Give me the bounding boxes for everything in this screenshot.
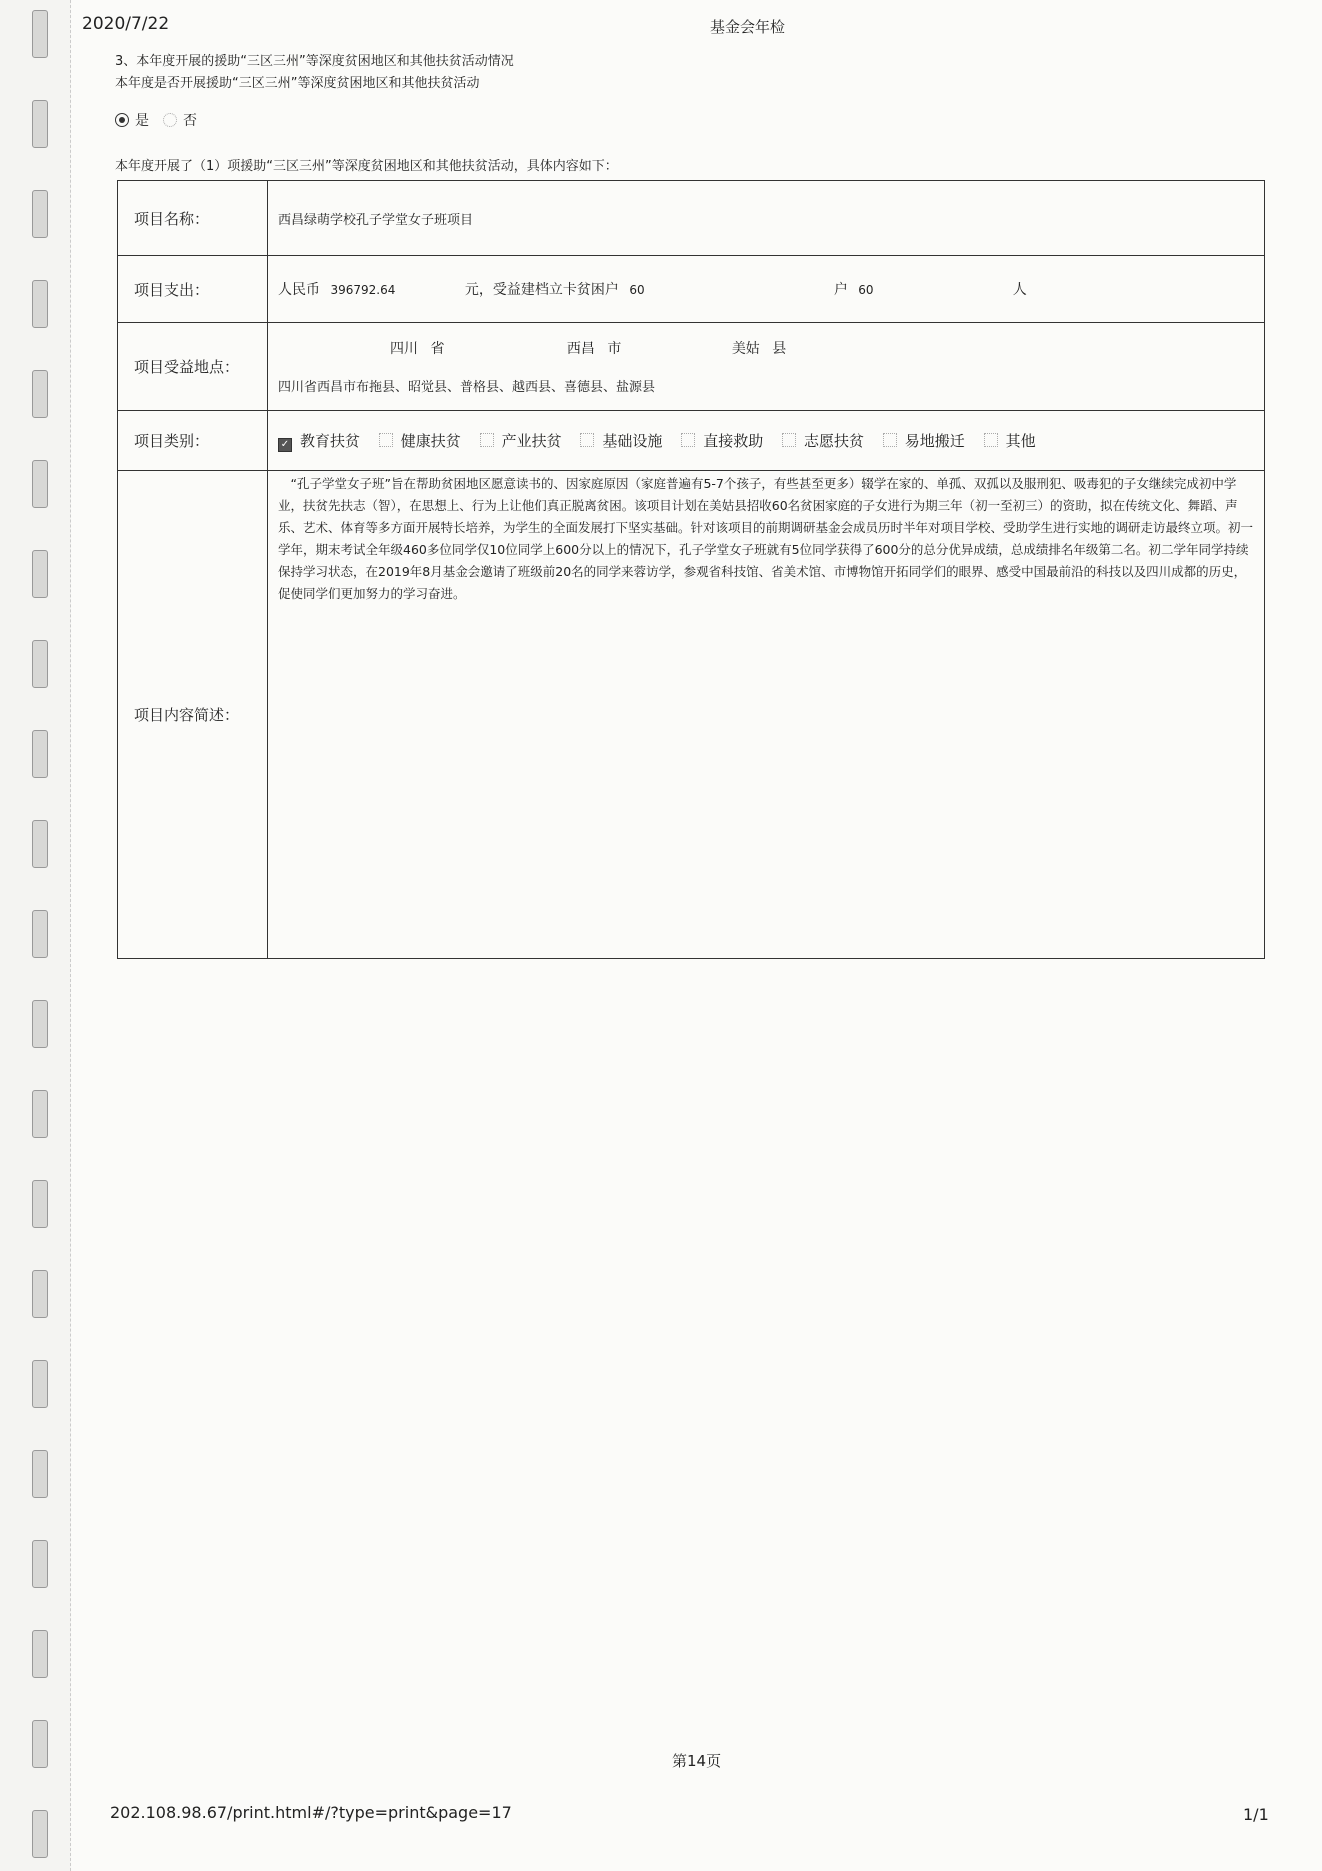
category-label: 教育扶贫 xyxy=(300,431,361,450)
city-unit: 市 xyxy=(607,341,622,357)
checkbox-infrastructure[interactable] xyxy=(580,433,594,447)
checkbox-relocation[interactable] xyxy=(883,433,897,447)
feed-hole xyxy=(32,460,48,508)
category-label: 健康扶贫 xyxy=(400,431,461,450)
feed-hole xyxy=(32,1090,48,1138)
project-location-label: 项目受益地点： xyxy=(118,323,268,411)
checkbox-health[interactable] xyxy=(379,433,393,447)
checkbox-education[interactable]: ✓ xyxy=(278,438,292,452)
feed-hole xyxy=(32,10,48,58)
feed-hole xyxy=(32,1540,48,1588)
feed-hole xyxy=(32,1720,48,1768)
category-label: 产业扶贫 xyxy=(501,431,562,450)
section-heading: 3、本年度开展的援助“三区三州”等深度贫困地区和其他扶贫活动情况 xyxy=(115,54,514,69)
radio-no-label: 否 xyxy=(183,113,197,129)
currency-label: 人民币 xyxy=(278,282,320,298)
ren-text: 人 xyxy=(1012,282,1027,298)
row-project-description xyxy=(118,471,1265,959)
row-project-category xyxy=(118,411,1265,471)
project-description-label: 项目内容简述： xyxy=(118,471,268,959)
print-date: 2020/7/22 xyxy=(82,14,170,34)
section-question: 本年度是否开展援助“三区三州”等深度贫困地区和其他扶贫活动 xyxy=(115,76,480,91)
tractor-feed-strip xyxy=(0,0,71,1871)
feed-hole xyxy=(32,1810,48,1858)
households-value: 60 xyxy=(629,283,645,297)
feed-hole xyxy=(32,190,48,238)
row-project-expense xyxy=(118,256,1265,323)
feed-hole xyxy=(32,550,48,598)
county-value: 美姑 xyxy=(731,341,760,357)
project-expense-label: 项目支出： xyxy=(118,256,268,323)
page-count: 1/1 xyxy=(1243,1805,1269,1824)
feed-hole xyxy=(32,640,48,688)
page-number: 第14页 xyxy=(672,1752,722,1770)
feed-hole xyxy=(32,280,48,328)
feed-hole xyxy=(32,370,48,418)
category-label: 其他 xyxy=(1005,431,1036,450)
project-name-value: 西昌绿萌学校孔子学堂女子班项目 xyxy=(268,181,1265,256)
checkbox-industry[interactable] xyxy=(480,433,494,447)
amount-value: 396792.64 xyxy=(330,283,396,297)
section-summary: 本年度开展了（1）项援助“三区三州”等深度贫困地区和其他扶贫活动，具体内容如下： xyxy=(115,159,618,174)
province-unit: 省 xyxy=(430,341,445,357)
feed-hole xyxy=(32,1630,48,1678)
checkbox-direct-aid[interactable] xyxy=(681,433,695,447)
feed-hole xyxy=(32,1270,48,1318)
city-value: 西昌 xyxy=(566,341,595,357)
project-location-value xyxy=(268,323,1265,411)
checkbox-other[interactable] xyxy=(984,433,998,447)
checkbox-volunteer[interactable] xyxy=(782,433,796,447)
row-project-name xyxy=(118,181,1265,256)
project-category-label: 项目类别： xyxy=(118,411,268,471)
feed-hole xyxy=(32,820,48,868)
category-label: 直接救助 xyxy=(703,431,764,450)
category-label: 志愿扶贫 xyxy=(803,431,864,450)
row-project-location xyxy=(118,323,1265,411)
feed-hole xyxy=(32,1000,48,1048)
radio-no[interactable] xyxy=(163,113,177,127)
feed-hole xyxy=(32,100,48,148)
project-description-text: “孔子学堂女子班”旨在帮助贫困地区愿意读书的、因家庭原因（家庭普遍有5-7个孩子，有些甚至更多）辍学在家的、单孤、双孤以及服刑犯、吸毒犯的子女继续完成初中学业，扶贫先扶志（智），在思想上、行为上让他们真正脱离贫困。该项目计划在美姑县招收60名贫困家庭的子女进行为期三年（初一至初三）的资助，拟在传统文化、舞蹈、声乐、艺术、体育等多方面开展特长培养，为学生的全面发展打下坚实基础。针对该项目的前期调研基金会成员历时半年对项目学校、受助学生进行实地的调研走访最终立项。初一学年，期末考试全年级460多位同学仅10位同学上600分以上的情况下，孔子学堂女子班就有5位同学获得了600分的总分优异成绩，总成绩排名年级第二名。初二学年同学持续保持学习状态，在2019年8月基金会邀请了班级前20名的同学来蓉访学，参观省科技馆、省美术馆、市博物馆开拓同学们的眼界、感受中国最前沿的科技以及四川成都的历史，促使同学们更加努力的学习奋进。 xyxy=(268,471,1265,959)
people-value: 60 xyxy=(858,283,874,297)
hu-text: 户 xyxy=(833,282,848,298)
feed-hole xyxy=(32,1360,48,1408)
location-detail: 四川省西昌市布拖县、昭觉县、普格县、越西县、喜德县、盐源县 xyxy=(278,380,656,395)
project-category-checkboxes xyxy=(268,411,1265,471)
county-unit: 县 xyxy=(772,341,787,357)
feed-hole xyxy=(32,910,48,958)
category-label: 基础设施 xyxy=(602,431,663,450)
radio-yes-label: 是 xyxy=(135,113,149,129)
feed-hole xyxy=(32,730,48,778)
yes-no-radio-group xyxy=(115,110,197,130)
project-table xyxy=(117,180,1265,959)
feed-hole xyxy=(32,1450,48,1498)
yuan-text: 元，受益建档立卡贫困户 xyxy=(464,282,619,298)
feed-hole xyxy=(32,1180,48,1228)
page-header-title: 基金会年检 xyxy=(710,18,786,36)
radio-yes[interactable] xyxy=(115,113,129,127)
print-url: 202.108.98.67/print.html#/?type=print&page=17 xyxy=(110,1803,512,1822)
project-expense-value xyxy=(268,256,1265,323)
province-value: 四川 xyxy=(390,341,418,357)
project-name-label: 项目名称： xyxy=(118,181,268,256)
category-label: 易地搬迁 xyxy=(904,431,965,450)
